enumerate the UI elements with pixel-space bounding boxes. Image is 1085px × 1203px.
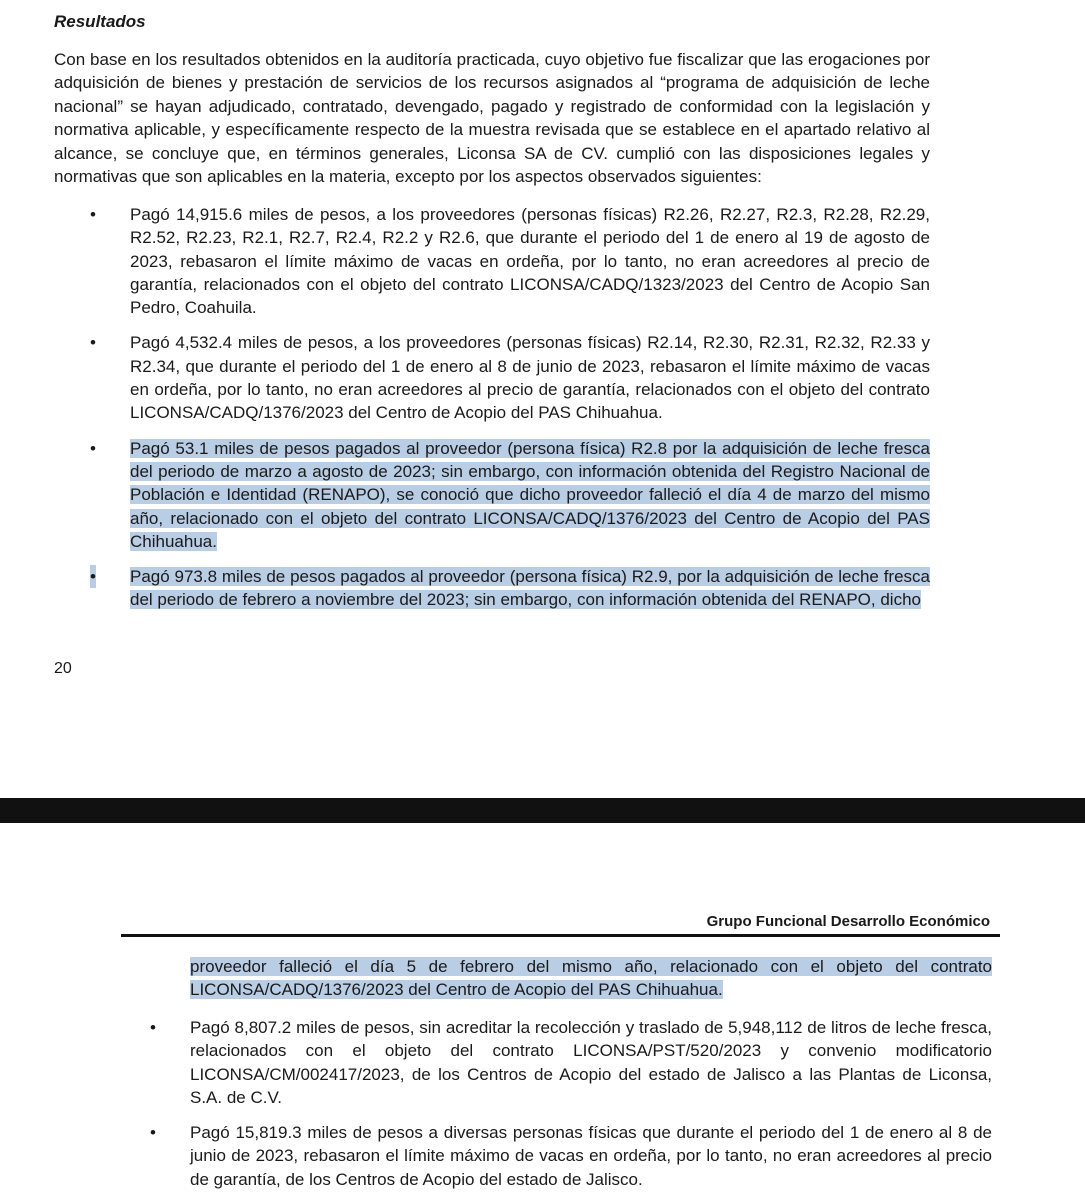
finding-item-highlighted <box>90 565 930 612</box>
header-rule <box>121 934 1000 937</box>
finding-item <box>90 203 930 319</box>
finding-item <box>90 331 930 424</box>
findings-list <box>150 1016 992 1203</box>
finding-text: Pagó 15,819.3 miles de pesos a diversas personas físicas que durante el periodo del 1 de enero al 8 de junio de 2023, rebasaron el límite máximo de vacas en ordeña, por lo tanto, no eran acreedores al precio de garantía, de los Centros de Acopio del estado de Jalisco. <box>190 1123 992 1189</box>
bullet-icon: • <box>90 438 96 458</box>
finding-text-highlighted[interactable]: proveedor falleció el día 5 de febrero del mismo año, relacionado con el objeto del contrato LICONSA/CADQ/1376/2023 del Centro de Acopio del PAS Chihuahua. <box>190 957 992 1000</box>
finding-text: Pagó 14,915.6 miles de pesos, a los proveedores (personas físicas) R2.26, R2.27, R2.3, R2.28, R2.29, R2.52, R2.23, R2.1, R2.7, R2.4, R2.2 y R2.6, que durante el periodo del 1 de enero al 19 de agosto de 2023, rebasaron el límite máximo de vacas en ordeña, por lo tanto, no eran acreedores al precio de garantía, relacionados con el objeto del contrato LICONSA/CADQ/1323/2023 del Centro de Acopio San Pedro, Coahuila. <box>130 205 930 318</box>
bullet-icon: • <box>90 565 96 588</box>
finding-text-highlighted[interactable]: Pagó 973.8 miles de pesos pagados al proveedor (persona física) R2.9, por la adquisición de leche fresca del periodo de febrero a noviembre del 2023; sin embargo, con información obtenida del RENAPO, dicho <box>130 567 930 610</box>
finding-item <box>150 1016 992 1109</box>
bullet-icon: • <box>90 333 96 353</box>
bullet-icon: • <box>150 1018 156 1037</box>
bullet-icon: • <box>90 205 96 224</box>
intro-paragraph: Con base en los resultados obtenidos en la auditoría practicada, cuyo objetivo fue fiscalizar que las erogaciones por adquisición de bienes y prestación de servicios de los recursos asignados al “programa de adquisición de leche nacional” se hayan adjudicado, contratado, devengado, pagado y registrado de conformidad con la legislación y normativa aplicable, y específicamente respecto de la muestra revisada que se establece en el apartado relativo al alcance, se concluye que, en términos generales, Liconsa SA de CV. cumplió con las disposiciones legales y normativas que son aplicables en la materia, excepto por los aspectos observados siguientes: <box>54 50 930 187</box>
finding-item-highlighted <box>90 437 930 553</box>
page-number: 20 <box>54 660 72 677</box>
continuation-text <box>190 955 992 1002</box>
document-page-21 <box>0 823 1085 1200</box>
findings-list <box>90 203 930 624</box>
section-heading: Resultados <box>54 12 146 31</box>
finding-text: Pagó 4,532.4 miles de pesos, a los proveedores (personas físicas) R2.14, R2.30, R2.31, R2.32, R2.33 y R2.34, que durante el periodo del 1 de enero al 8 de junio de 2023, rebasaron el límite máximo de vacas en ordeña, por lo tanto, no eran acreedores al precio de garantía, relacionados con el objeto del contrato LICONSA/CADQ/1376/2023 del Centro de Acopio del PAS Chihuahua. <box>130 333 930 423</box>
finding-text: Pagó 8,807.2 miles de pesos, sin acreditar la recolección y traslado de 5,948,112 de litros de leche fresca, relacionados con el objeto del contrato LICONSA/PST/520/2023 y convenio modificatorio LICONSA/CM/002417/2023, de los Centros de Acopio del estado de Jalisco a las Plantas de Liconsa, S.A. de C.V. <box>190 1018 992 1107</box>
page-header: Grupo Funcional Desarrollo Económico <box>706 913 990 930</box>
finding-item <box>150 1121 992 1191</box>
page-separator <box>0 798 1085 823</box>
bullet-icon: • <box>150 1123 156 1143</box>
finding-text-highlighted[interactable]: Pagó 53.1 miles de pesos pagados al proveedor (persona física) R2.8 por la adquisición de leche fresca del periodo de marzo a agosto de 2023; sin embargo, con información obtenida del Registro Nacional de Población e Identidad (RENAPO), se conoció que dicho proveedor falleció el día 4 de marzo del mismo año, relacionado con el objeto del contrato LICONSA/CADQ/1376/2023 del Centro de Acopio del PAS Chihuahua. <box>130 438 930 551</box>
